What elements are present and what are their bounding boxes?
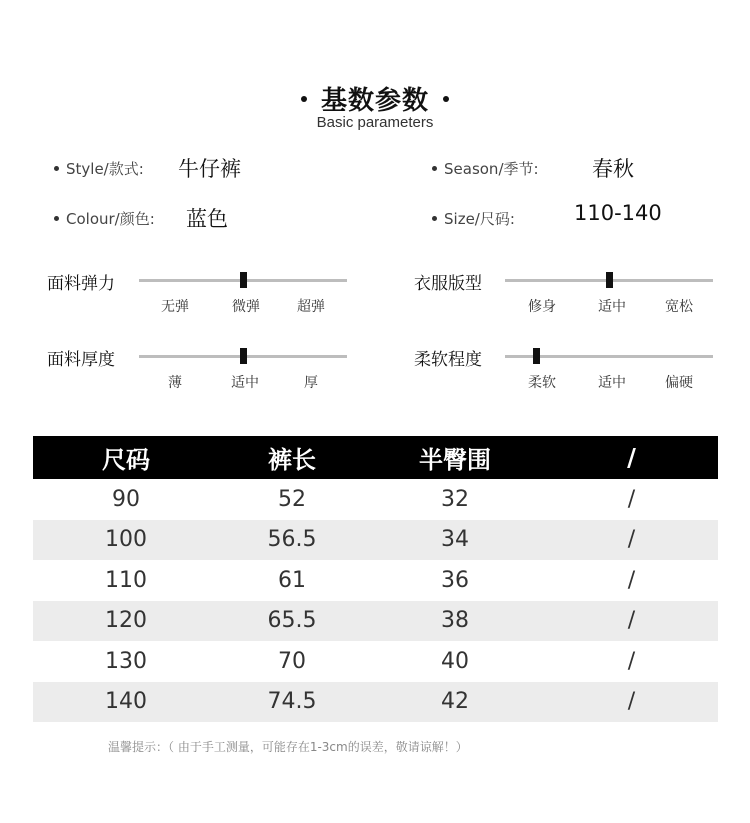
- attr-colour: [54, 207, 228, 231]
- table-cell: 42: [365, 682, 545, 723]
- table-cell: /: [545, 520, 718, 561]
- table-cell: 65.5: [219, 601, 365, 642]
- measurement-note: 温馨提示：（ 由于手工测量，可能存在1-3cm的误差，敬请谅解！）: [108, 740, 468, 754]
- attr-season-label: Season/季节:: [444, 160, 539, 178]
- page-subtitle: Basic parameters: [316, 114, 434, 131]
- table-header-row: [33, 436, 718, 479]
- table-cell: 32: [441, 486, 469, 512]
- table-cell: 74.5: [219, 682, 365, 723]
- scale-tick: 薄: [168, 375, 182, 391]
- table-cell: 130: [105, 648, 147, 674]
- header-extra: /: [545, 436, 718, 479]
- scale-tick: 宽松: [665, 299, 693, 315]
- table-cell: 36: [441, 567, 469, 593]
- scale-name: 柔软程度: [414, 350, 482, 370]
- scale-name: 面料厚度: [47, 350, 115, 370]
- scale-tick: 适中: [598, 375, 626, 391]
- attr-size-value: 110-140: [574, 201, 662, 225]
- table-cell: /: [545, 601, 718, 642]
- table-cell: 52: [278, 486, 306, 512]
- scale-tick: 超弹: [297, 299, 325, 315]
- attr-colour-label: Colour/颜色:: [66, 210, 155, 228]
- attr-style-label: Style/款式:: [66, 160, 144, 178]
- table-row: [33, 560, 718, 601]
- attr-size: [432, 201, 662, 229]
- scale-tick: 适中: [231, 375, 259, 391]
- attr-colour-value: 蓝色: [186, 207, 228, 231]
- table-cell: 40: [441, 648, 469, 674]
- table-row: [33, 520, 718, 561]
- table-cell: 90: [112, 486, 140, 512]
- attr-season: [432, 157, 634, 181]
- table-cell: 38: [365, 601, 545, 642]
- scale-knob: [533, 348, 540, 364]
- table-cell: /: [545, 682, 718, 723]
- header-length: 裤长: [219, 436, 365, 479]
- attr-style: [54, 157, 241, 181]
- table-row: [33, 601, 718, 642]
- scale-knob: [240, 272, 247, 288]
- scale-tick: 柔软: [528, 375, 556, 391]
- table-cell: 56.5: [219, 520, 365, 561]
- scale-tick: 偏硬: [665, 375, 693, 391]
- scale-knob: [606, 272, 613, 288]
- header-size: 尺码: [33, 436, 219, 479]
- table-cell: /: [627, 648, 636, 674]
- attr-size-label: Size/尺码:: [444, 210, 515, 228]
- table-cell: /: [627, 486, 636, 512]
- attr-style-value: 牛仔裤: [178, 157, 241, 181]
- scale-knob: [240, 348, 247, 364]
- table-row: [33, 479, 718, 520]
- scale-tick: 厚: [304, 375, 318, 391]
- bullet-dot: [301, 96, 307, 102]
- bullet-dot: [432, 166, 437, 171]
- bullet-dot: [443, 96, 449, 102]
- page-title: [0, 80, 750, 117]
- bullet-dot: [432, 216, 437, 221]
- table-cell: 61: [278, 567, 306, 593]
- scale-tick: 微弹: [232, 299, 260, 315]
- table-row: [33, 682, 718, 723]
- size-table: [33, 436, 718, 722]
- header-hip: 半臀围: [365, 436, 545, 479]
- table-cell: 140: [33, 682, 219, 723]
- table-row: [33, 641, 718, 682]
- attr-season-value: 春秋: [592, 157, 634, 181]
- table-cell: 120: [33, 601, 219, 642]
- table-cell: 70: [278, 648, 306, 674]
- scale-name: 面料弹力: [47, 274, 115, 294]
- table-cell: /: [627, 567, 636, 593]
- scale-tick: 无弹: [161, 299, 189, 315]
- scale-tick: 修身: [528, 299, 556, 315]
- table-cell: 110: [105, 567, 147, 593]
- scale-name: 衣服版型: [414, 274, 482, 294]
- bullet-dot: [54, 216, 59, 221]
- title-text: 基数参数: [320, 86, 429, 116]
- table-cell: 100: [33, 520, 219, 561]
- table-cell: 34: [365, 520, 545, 561]
- scale-tick: 适中: [598, 299, 626, 315]
- bullet-dot: [54, 166, 59, 171]
